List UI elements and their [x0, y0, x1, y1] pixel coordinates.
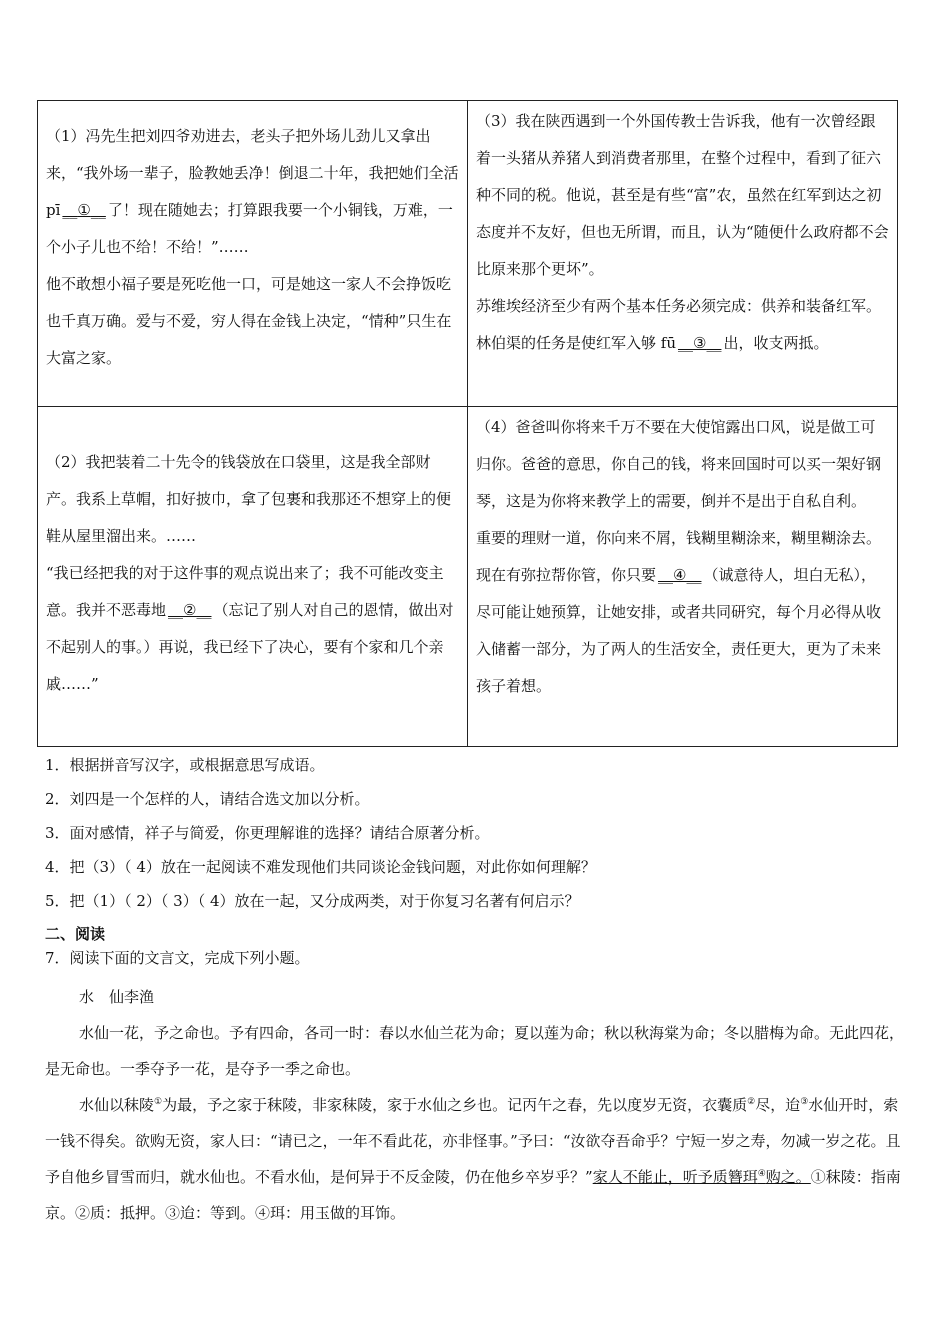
- question-3: 3．面对感情，祥子与简爱，你更理解谁的选择？请结合原著分析。: [45, 824, 490, 842]
- excerpt-4-para-2: 重要的理财一道，你向来不屑，钱糊里糊涂来，糊里糊涂去。现在有弥拉帮你管，你只要 __④__ （诚意待人，坦白无私），尽可能让她预算，让她安排，或者共同研究，每个月必得从收入储蓄一部分，为了两人的生活安全，责任更大，更为了未来孩子着想。: [476, 529, 882, 695]
- excerpt-3-cell: [468, 101, 898, 407]
- question-list: [45, 748, 905, 918]
- reading-materials-table: [37, 100, 898, 747]
- excerpt-1-para-1: （1）冯先生把刘四爷劝进去，老头子把外场儿劲儿又拿出来，“我外场一辈子，脸教她丢净！倒退二十年，我把她们全活 pī __①__ 了！现在随她去；打算跟我要一个小铜钱，万难，一个小子儿也不给！不给！”……: [46, 127, 459, 256]
- excerpt-4-para-1: （4）爸爸叫你将来千万不要在大使馆露出口风，说是做工可归你。爸爸的意思，你自己的钱，将来回国时可以买一架好钢琴，这是为你将来教学上的需要，倒并不是出于自私自利。: [476, 418, 882, 510]
- excerpt-2-cell: [38, 407, 468, 747]
- section-title: 二、阅读: [45, 925, 106, 943]
- blank-1: __①__: [62, 201, 106, 219]
- passage-title: 水 仙李渔: [79, 988, 155, 1006]
- passage-para-2: 水仙以秣陵①为最，予之家于秣陵，非家秣陵，家于水仙之乡也。记丙午之春，先以度岁无资，衣囊质②尽，迨③水仙开时，索一钱不得矣。欲购无资，家人曰：“请已之，一年不看此花，亦非怪事。”予曰：“汝欲夺吾命乎？宁短一岁之寿，勿减一岁之花。且予自他乡冒雪而归，就水仙也。不看水仙，是何异于不反金陵，仍在他乡卒岁乎？”家人不能止，听予质簪珥④购之。①秣陵：指南京。②质：抵押。③迨：等到。④珥：用玉做的耳饰。: [45, 1096, 901, 1222]
- question-4: 4．把（3）（ 4）放在一起阅读不难发现他们共同谈论金钱问题，对此你如何理解？: [45, 858, 596, 876]
- footnotes: ①秣陵：指南京。②质：抵押。③迨：等到。④珥：用玉做的耳饰。: [45, 1168, 901, 1222]
- passage-para-1: 水仙一花，予之命也。予有四命，各司一时：春以水仙兰花为命；夏以莲为命；秋以秋海棠为命；冬以腊梅为命。无此四花，是无命也。一季夺予一花，是夺予一季之命也。: [45, 1024, 905, 1078]
- footnote-1-marker: ①: [154, 1097, 163, 1107]
- question-7: 7．阅读下面的文言文，完成下列小题。: [45, 949, 310, 967]
- question-1: 1．根据拼音写汉字，或根据意思写成语。: [45, 756, 325, 774]
- excerpt-4-cell: [468, 407, 898, 747]
- question-5: 5．把（1）（ 2）（ 3）（ 4）放在一起，又分成两类，对于你复习名著有何启示？: [45, 892, 580, 910]
- blank-4: __④__: [658, 566, 702, 584]
- question-2: 2．刘四是一个怎样的人，请结合选文加以分析。: [45, 790, 370, 808]
- blank-3: __③__: [677, 334, 722, 352]
- excerpt-1-para-2: 他不敢想小福子要是死吃他一口，可是她这一家人不会挣饭吃也千真万确。爱与不爱，穷人得在金钱上决定，“情种”只生在大富之家。: [46, 275, 452, 367]
- excerpt-3-para-2: 苏维埃经济至少有两个基本任务必须完成：供养和装备红军。林伯渠的任务是使红军入够 fū __③__ 出，收支两抵。: [476, 297, 882, 352]
- blank-2: __②__: [168, 601, 212, 619]
- footnote-4-marker: ④: [757, 1169, 766, 1179]
- footnote-3-marker: ③: [800, 1097, 809, 1107]
- excerpt-1-cell: [38, 101, 468, 407]
- underlined-sentence: 家人不能止，听予质簪珥④购之。: [592, 1168, 811, 1186]
- classical-passage: [45, 979, 910, 1231]
- excerpt-3-para-1: （3）我在陕西遇到一个外国传教士告诉我，他有一次曾经跟着一头猪从养猪人到消费者那里，在整个过程中，看到了征六种不同的税。他说，甚至是有些“富”农，虽然在红军到达之初态度并不友好，但也无所谓，而且，认为“随便什么政府都不会比原来那个更坏”。: [476, 112, 889, 278]
- excerpt-2-para-1: （2）我把装着二十先令的钱袋放在口袋里，这是我全部财产。我系上草帽，扣好披巾，拿了包裹和我那还不想穿上的便鞋从屋里溜出来。……: [46, 453, 452, 545]
- footnote-2-marker: ②: [747, 1097, 756, 1107]
- excerpt-2-para-2: “我已经把我的对于这件事的观点说出来了；我不可能改变主意。我并不恶毒地 __②__ （忘记了别人对自己的恩情，做出对不起别人的事。）再说，我已经下了决心，要有个家和几个亲戚……”: [46, 564, 454, 693]
